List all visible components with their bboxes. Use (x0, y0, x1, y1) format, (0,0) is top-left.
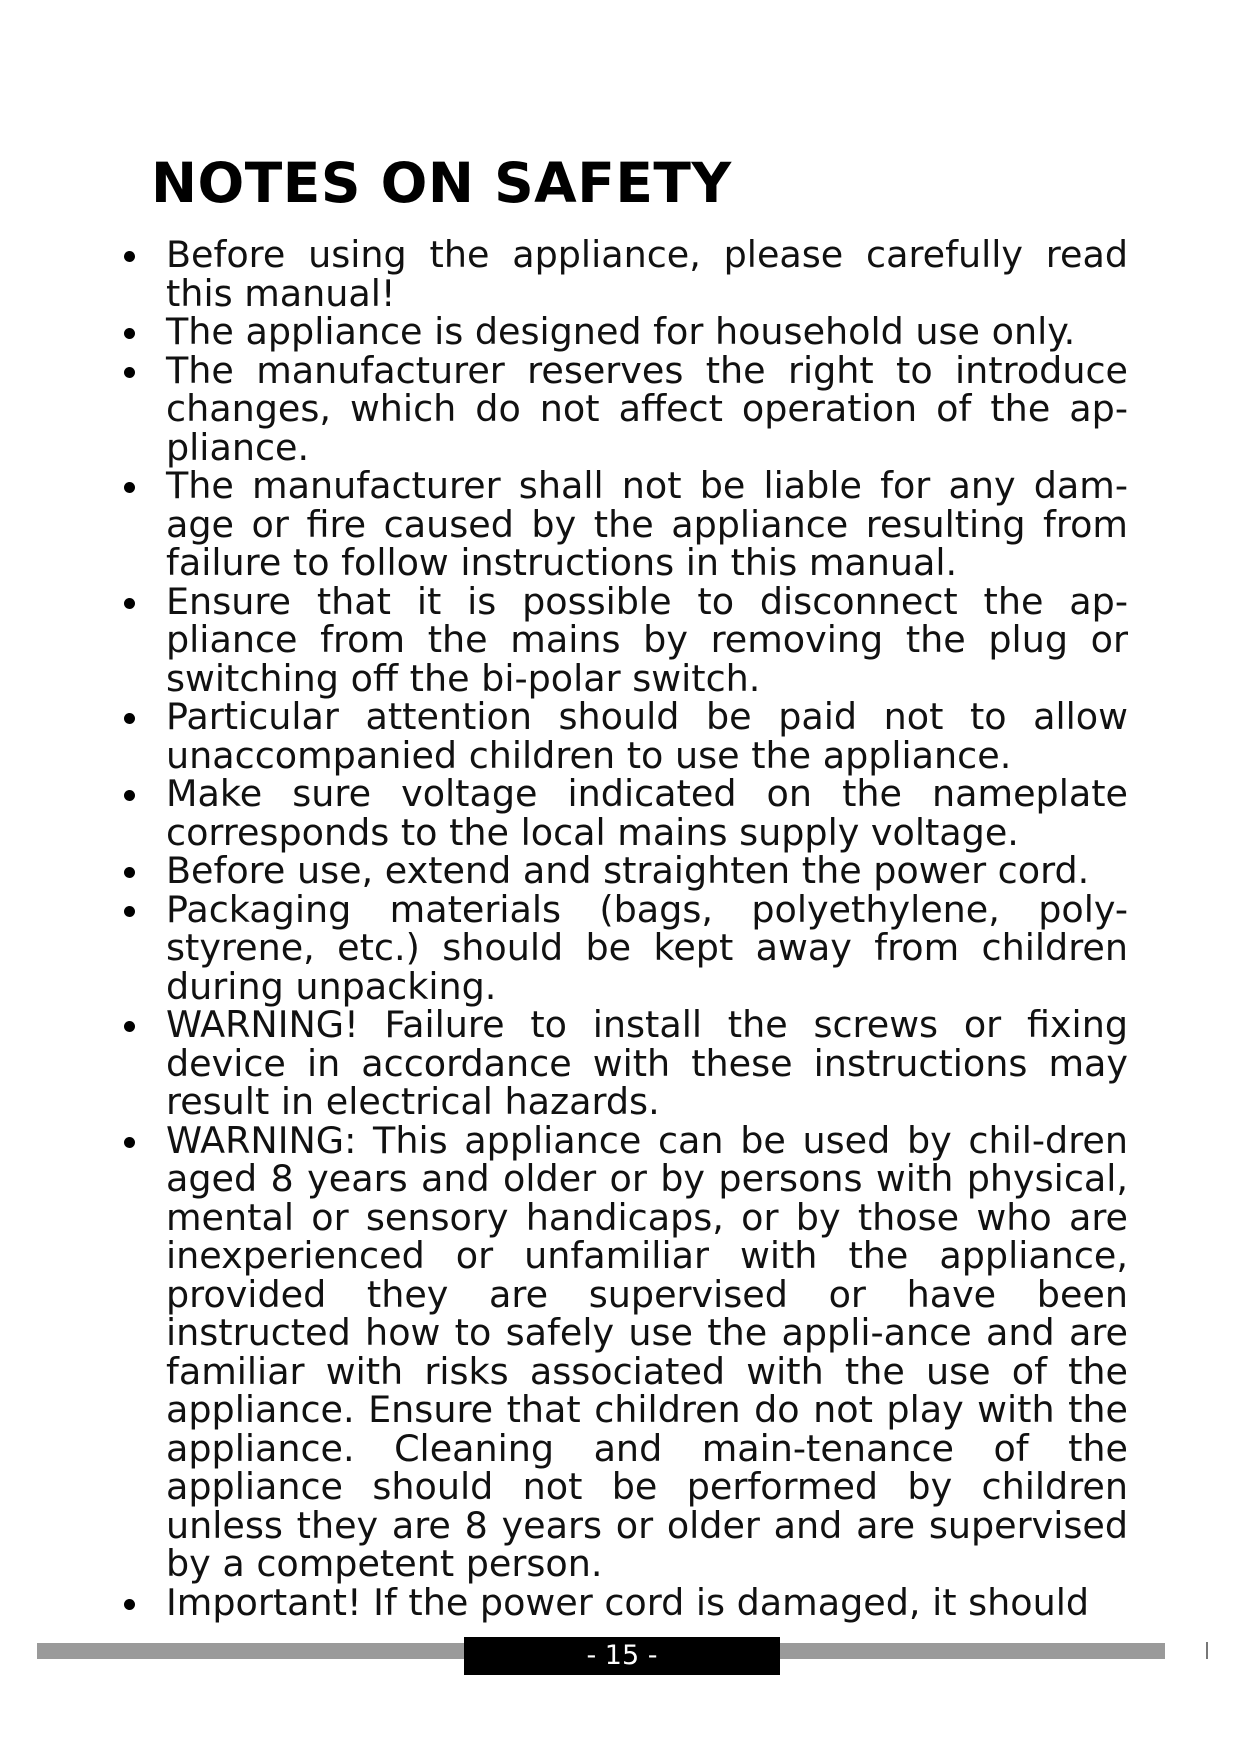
list-item (118, 348, 1128, 469)
bullet-icon (124, 251, 135, 262)
page-title: NOTES ON SAFETY (151, 151, 732, 215)
bullet-icon (124, 328, 135, 339)
page-number: - 15 - (586, 1640, 658, 1671)
page-edge-mark (1206, 1642, 1208, 1659)
note-text: Before use, extend and straighten the power cord. (166, 849, 1090, 892)
bullet-icon (124, 482, 135, 493)
list-item (118, 772, 1128, 854)
note-text: WARNING! Failure to install the screws or fixing device in accordance with these instructions may result in electrical hazards. (166, 1003, 1128, 1123)
safety-notes-list (118, 233, 1128, 1624)
note-text: Make sure voltage indicated on the nameplate corresponds to the local mains supply voltage. (166, 772, 1128, 854)
bullet-icon (124, 1137, 135, 1148)
note-text: Important! If the power cord is damaged, it should (166, 1580, 1090, 1624)
bullet-icon (124, 906, 135, 917)
note-text: The manufacturer reserves the right to introduce changes, which do not affect operation of the ap-pliance. (166, 348, 1128, 469)
note-text: WARNING: This appliance can be used by chil-dren aged 8 years and older or by persons with physical, mental or sensory handicaps, or by those who are inexperienced or unfamiliar with the appliance, provided they are supervised or have been instructed how to safely use the appli-ance and are familiar with risks associated with the use of the appliance. Ensure that children do not play with the appliance. Cleaning and main-tenance of the appliance should not be performed by children unless they are 8 years or older and are supervised by a competent person. (166, 1118, 1128, 1585)
bullet-icon (124, 790, 135, 801)
list-item (118, 695, 1128, 777)
note-text: Packaging materials (bags, polyethylene, poly-styrene, etc.) should be kept away from children during unpacking. (166, 887, 1128, 1008)
bullet-icon (124, 367, 135, 378)
bullet-icon (124, 1599, 135, 1610)
bullet-icon (124, 1021, 135, 1032)
list-item (118, 887, 1128, 1008)
note-text: Before using the appliance, please carefully read this manual! (166, 233, 1128, 315)
list-item (118, 1580, 1128, 1624)
list-item (118, 849, 1128, 892)
list-item (118, 464, 1128, 584)
note-text: The appliance is designed for household use only. (166, 310, 1076, 353)
bullet-icon (124, 713, 135, 724)
list-item (118, 1118, 1128, 1585)
list-item (118, 310, 1128, 353)
note-text: Ensure that it is possible to disconnect the ap-pliance from the mains by removing the plug or switching off the bi-polar switch. (166, 579, 1128, 700)
bullet-icon (124, 598, 135, 609)
note-text: Particular attention should be paid not to allow unaccompanied children to use the appliance. (166, 695, 1128, 777)
note-text: The manufacturer shall not be liable for any dam-age or fire caused by the appliance resulting from failure to follow instructions in this manual. (166, 464, 1128, 584)
list-item (118, 233, 1128, 315)
bullet-icon (124, 867, 135, 878)
list-item (118, 1003, 1128, 1123)
list-item (118, 579, 1128, 700)
